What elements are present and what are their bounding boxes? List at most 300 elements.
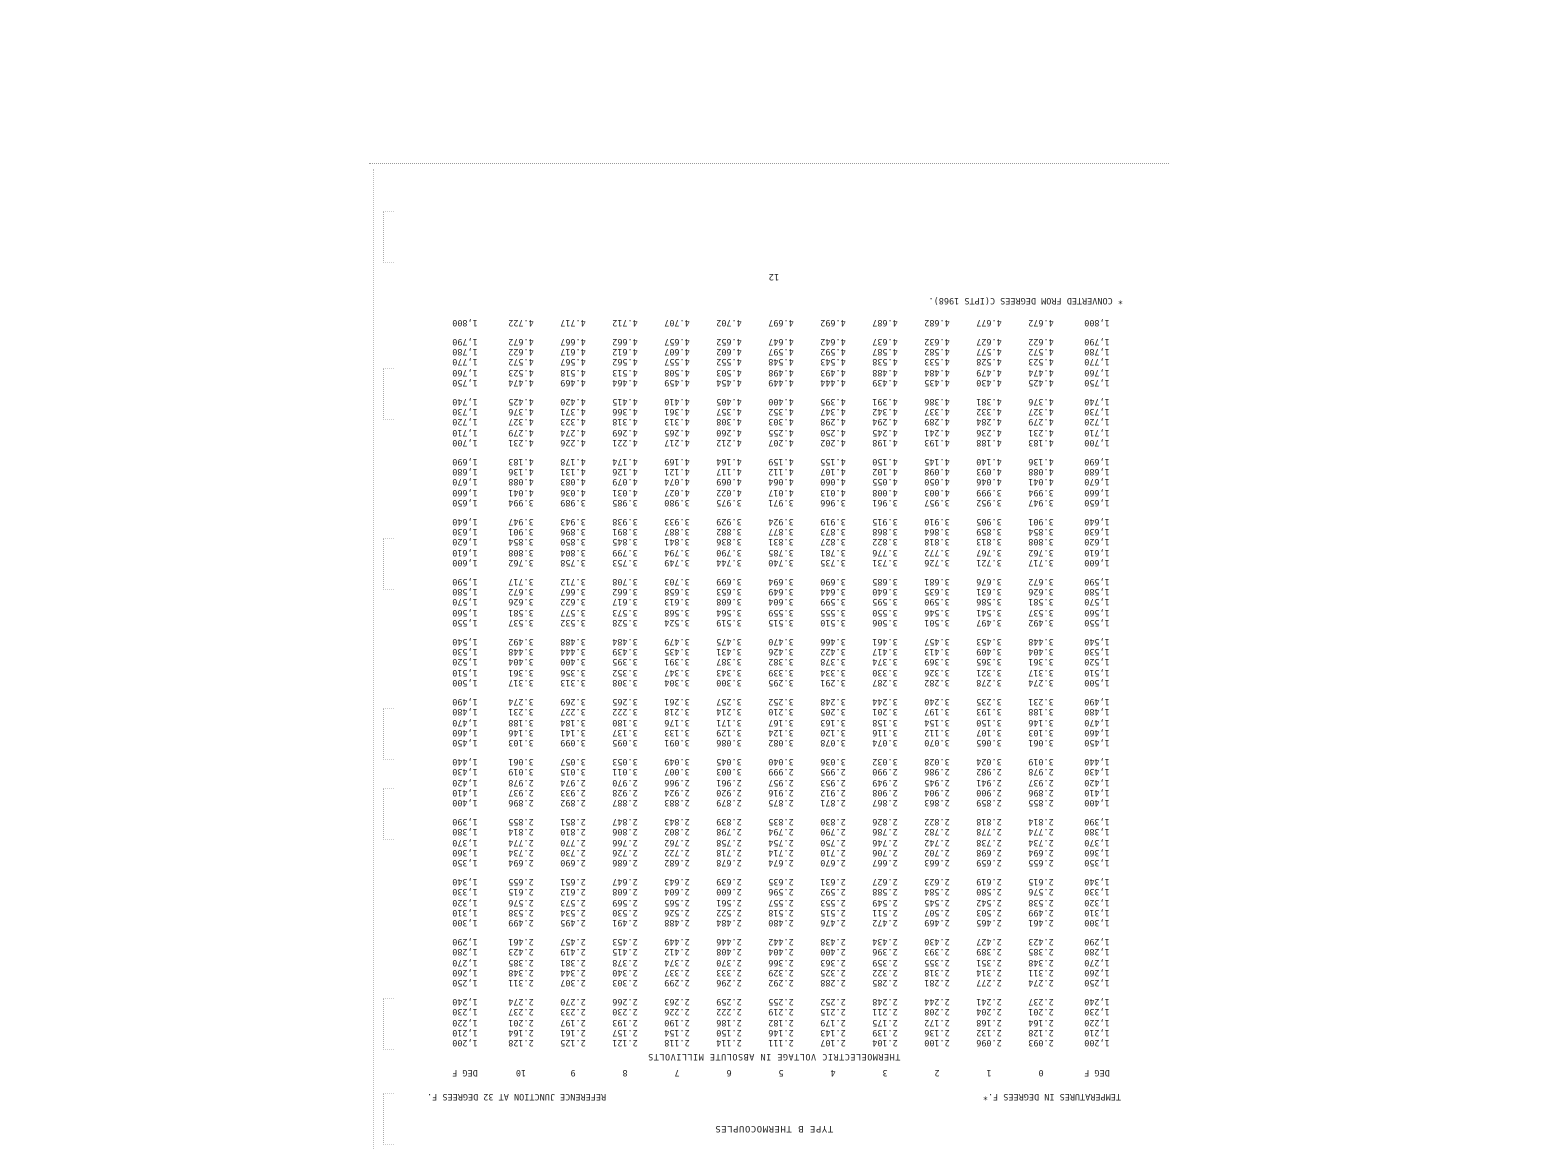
millivolt-cell: 2.904 (924, 786, 950, 797)
millivolt-cell: 3.235 (976, 696, 1002, 707)
millivolt-cell: 3.431 (716, 646, 742, 657)
millivolt-cell: 2.139 (872, 1026, 898, 1037)
temperature-cell: 1,310 (452, 906, 478, 917)
millivolt-cell: 2.201 (1028, 1006, 1054, 1017)
table-row (409, 366, 1127, 376)
millivolt-cell: 3.943 (560, 516, 586, 527)
millivolt-cell: 3.559 (768, 606, 794, 617)
temperature-cell: 1,800 (1084, 316, 1110, 327)
millivolt-cell: 3.564 (716, 606, 742, 617)
millivolt-cell: 2.970 (612, 776, 638, 787)
millivolt-cell: 2.810 (560, 826, 586, 837)
temperature-cell: 1,590 (1084, 576, 1110, 587)
temperature-cell: 1,780 (1084, 346, 1110, 357)
millivolt-cell: 3.361 (1028, 656, 1054, 667)
millivolt-cell: 4.493 (820, 366, 846, 377)
millivolt-cell: 3.244 (872, 696, 898, 707)
millivolt-cell: 4.079 (612, 476, 638, 487)
temperature-cell: 1,710 (452, 426, 478, 437)
temperature-cell: 1,570 (1084, 596, 1110, 607)
millivolt-cell: 2.655 (508, 876, 534, 887)
table-body (409, 317, 1139, 1047)
millivolt-cell: 3.448 (508, 646, 534, 657)
binder-hole (383, 708, 394, 760)
millivolt-cell: 3.053 (612, 756, 638, 767)
millivolt-cell: 4.672 (1028, 316, 1054, 327)
millivolt-cell: 2.545 (924, 896, 950, 907)
millivolt-cell: 2.370 (716, 956, 742, 967)
millivolt-cell: 4.202 (820, 436, 846, 447)
temperature-cell: 1,730 (452, 406, 478, 417)
column-header: 9 (570, 1067, 576, 1077)
table-row (409, 606, 1127, 616)
table-row (409, 346, 1127, 356)
millivolt-cell: 3.813 (976, 536, 1002, 547)
millivolt-cell: 4.667 (560, 336, 586, 347)
table-row (409, 456, 1127, 466)
temperature-cell: 1,490 (452, 696, 478, 707)
millivolt-cell: 2.255 (768, 996, 794, 1007)
temperature-cell: 1,340 (1084, 876, 1110, 887)
table-row (409, 716, 1127, 726)
millivolt-cell: 2.822 (924, 816, 950, 827)
millivolt-cell: 2.937 (508, 786, 534, 797)
temperature-cell: 1,720 (452, 416, 478, 427)
millivolt-cell: 4.013 (820, 486, 846, 497)
millivolt-cell: 2.538 (508, 906, 534, 917)
column-header: DEG F (1084, 1067, 1110, 1077)
millivolt-cell: 2.557 (768, 896, 794, 907)
millivolt-cell: 3.845 (612, 536, 638, 547)
millivolt-cell: 2.530 (612, 906, 638, 917)
millivolt-cell: 3.133 (664, 726, 690, 737)
millivolt-cell: 4.652 (716, 336, 742, 347)
millivolt-cell: 3.205 (820, 706, 846, 717)
column-header: 4 (830, 1067, 836, 1077)
millivolt-cell: 3.382 (768, 656, 794, 667)
table-row (409, 677, 1127, 687)
millivolt-cell: 4.391 (872, 396, 898, 407)
millivolt-cell: 2.839 (716, 816, 742, 827)
millivolt-cell: 4.102 (872, 466, 898, 477)
temperature-cell: 1,470 (452, 716, 478, 727)
table-row (409, 706, 1127, 716)
temperature-cell: 1,510 (1084, 666, 1110, 677)
millivolt-cell: 4.533 (924, 356, 950, 367)
millivolt-cell: 3.644 (820, 586, 846, 597)
millivolt-cell: 2.766 (612, 836, 638, 847)
millivolt-cell: 3.873 (820, 526, 846, 537)
millivolt-cell: 3.721 (976, 556, 1002, 567)
temperature-cell: 1,460 (1084, 726, 1110, 737)
millivolt-cell: 4.155 (820, 456, 846, 467)
millivolt-cell: 4.332 (976, 406, 1002, 417)
millivolt-cell: 3.141 (560, 726, 586, 737)
millivolt-cell: 4.041 (1028, 476, 1054, 487)
millivolt-cell: 4.046 (976, 476, 1002, 487)
temperature-cell: 1,320 (452, 896, 478, 907)
millivolt-cell: 2.612 (560, 886, 586, 897)
millivolt-cell: 4.405 (716, 396, 742, 407)
table-row (409, 466, 1127, 476)
millivolt-cell: 4.435 (924, 376, 950, 387)
millivolt-cell: 4.587 (872, 346, 898, 357)
table-row (409, 886, 1127, 896)
millivolt-cell: 3.989 (560, 496, 586, 507)
millivolt-cell: 2.576 (1028, 886, 1054, 897)
millivolt-cell: 4.577 (976, 346, 1002, 357)
millivolt-cell: 4.572 (508, 356, 534, 367)
millivolt-cell: 4.188 (976, 436, 1002, 447)
millivolt-cell: 2.266 (612, 996, 638, 1007)
millivolt-cell: 2.292 (768, 976, 794, 987)
millivolt-cell: 2.465 (976, 916, 1002, 927)
millivolt-cell: 4.236 (976, 426, 1002, 437)
column-header: 6 (726, 1067, 732, 1077)
row-group-gap (409, 687, 1127, 696)
temperature-cell: 1,350 (1084, 856, 1110, 867)
millivolt-cell: 3.365 (976, 656, 1002, 667)
millivolt-cell: 2.933 (560, 786, 586, 797)
millivolt-cell: 2.453 (612, 936, 638, 947)
millivolt-cell: 3.492 (508, 636, 534, 647)
millivolt-cell: 2.855 (1028, 796, 1054, 807)
row-group-gap (409, 447, 1127, 456)
millivolt-cell: 2.096 (976, 1037, 1002, 1047)
temperature-cell: 1,490 (1084, 696, 1110, 707)
millivolt-cell: 4.627 (976, 336, 1002, 347)
millivolt-cell: 4.642 (820, 336, 846, 347)
millivolt-cell: 3.413 (924, 646, 950, 657)
millivolt-cell: 3.781 (820, 546, 846, 557)
table-row (409, 636, 1127, 646)
temperature-cell: 1,680 (452, 466, 478, 477)
millivolt-cell: 2.128 (1028, 1026, 1054, 1037)
millivolt-cell: 2.363 (820, 956, 846, 967)
millivolt-cell: 2.814 (508, 826, 534, 837)
millivolt-cell: 3.103 (1028, 726, 1054, 737)
millivolt-cell: 2.896 (508, 796, 534, 807)
temperature-cell: 1,230 (452, 1006, 478, 1017)
millivolt-cell: 3.808 (1028, 536, 1054, 547)
millivolt-cell: 4.183 (508, 456, 534, 467)
temperature-cell: 1,360 (1084, 846, 1110, 857)
millivolt-cell: 3.374 (872, 656, 898, 667)
millivolt-cell: 2.311 (508, 976, 534, 987)
temperature-cell: 1,370 (452, 836, 478, 847)
millivolt-cell: 2.631 (820, 876, 846, 887)
millivolt-cell: 2.851 (560, 816, 586, 827)
millivolt-cell: 2.499 (1028, 906, 1054, 917)
millivolt-cell: 3.985 (612, 496, 638, 507)
millivolt-cell: 4.069 (716, 476, 742, 487)
millivolt-cell: 3.248 (820, 696, 846, 707)
millivolt-cell: 2.333 (716, 966, 742, 977)
millivolt-cell: 3.146 (508, 726, 534, 737)
millivolt-cell: 3.231 (1028, 696, 1054, 707)
temperature-cell: 1,680 (1084, 466, 1110, 477)
millivolt-cell: 2.778 (976, 826, 1002, 837)
millivolt-cell: 3.947 (508, 516, 534, 527)
millivolt-cell: 4.289 (924, 416, 950, 427)
millivolt-cell: 2.204 (976, 1006, 1002, 1017)
millivolt-cell: 3.947 (1028, 496, 1054, 507)
millivolt-cell: 2.270 (560, 996, 586, 1007)
millivolt-cell: 2.385 (1028, 946, 1054, 957)
millivolt-cell: 3.581 (1028, 596, 1054, 607)
millivolt-cell: 3.501 (924, 616, 950, 627)
millivolt-cell: 2.111 (768, 1037, 794, 1047)
millivolt-cell: 4.342 (872, 406, 898, 417)
millivolt-cell: 4.376 (1028, 396, 1054, 407)
millivolt-cell: 4.231 (508, 436, 534, 447)
millivolt-cell: 2.281 (924, 976, 950, 987)
millivolt-cell: 4.602 (716, 346, 742, 357)
millivolt-cell: 4.697 (768, 316, 794, 327)
millivolt-cell: 2.222 (716, 1006, 742, 1017)
millivolt-cell: 2.896 (1028, 786, 1054, 797)
millivolt-cell: 4.357 (716, 406, 742, 417)
millivolt-cell: 3.901 (508, 526, 534, 537)
millivolt-cell: 2.344 (560, 966, 586, 977)
millivolt-cell: 2.734 (508, 846, 534, 857)
millivolt-cell: 4.707 (664, 316, 690, 327)
table-row (409, 787, 1127, 797)
millivolt-cell: 2.381 (560, 956, 586, 967)
millivolt-cell: 2.157 (612, 1026, 638, 1037)
millivolt-cell: 4.439 (872, 376, 898, 387)
binder-hole (383, 1093, 394, 1145)
millivolt-cell: 3.841 (664, 536, 690, 547)
temperature-cell: 1,270 (1084, 956, 1110, 967)
temperature-cell: 1,640 (452, 516, 478, 527)
millivolt-cell: 4.572 (1028, 346, 1054, 357)
units-caption: THERMOELECTRIC VOLTAGE IN ABSOLUTE MILLIVOLTS (647, 1051, 901, 1061)
millivolt-cell: 3.658 (664, 586, 690, 597)
column-header: 5 (778, 1067, 784, 1077)
millivolt-cell: 2.150 (716, 1026, 742, 1037)
millivolt-cell: 2.495 (560, 916, 586, 927)
millivolt-cell: 2.355 (924, 956, 950, 967)
millivolt-cell: 3.011 (612, 766, 638, 777)
millivolt-cell: 3.188 (508, 716, 534, 727)
millivolt-cell: 3.343 (716, 666, 742, 677)
temperature-cell: 1,470 (1084, 716, 1110, 727)
millivolt-cell: 3.074 (872, 736, 898, 747)
millivolt-cell: 4.041 (508, 486, 534, 497)
millivolt-cell: 2.104 (872, 1037, 898, 1047)
millivolt-cell: 2.526 (664, 906, 690, 917)
millivolt-cell: 2.974 (560, 776, 586, 787)
millivolt-cell: 2.600 (716, 886, 742, 897)
millivolt-cell: 2.430 (924, 936, 950, 947)
millivolt-cell: 2.734 (1028, 836, 1054, 847)
millivolt-cell: 2.182 (768, 1016, 794, 1027)
temperature-cell: 1,760 (452, 366, 478, 377)
temperature-cell: 1,280 (452, 946, 478, 957)
table-row (409, 406, 1127, 416)
millivolt-cell: 4.607 (664, 346, 690, 357)
millivolt-cell: 3.952 (976, 496, 1002, 507)
millivolt-cell: 3.028 (924, 756, 950, 767)
millivolt-cell: 4.294 (872, 416, 898, 427)
millivolt-cell: 3.330 (872, 666, 898, 677)
millivolt-cell: 2.945 (924, 776, 950, 787)
temperature-cell: 1,310 (1084, 906, 1110, 917)
millivolt-cell: 4.136 (1028, 456, 1054, 467)
millivolt-cell: 4.647 (768, 336, 794, 347)
millivolt-cell: 3.510 (820, 616, 846, 627)
millivolt-cell: 2.434 (872, 936, 898, 947)
table-row (409, 816, 1127, 826)
millivolt-cell: 3.975 (716, 496, 742, 507)
millivolt-cell: 2.694 (508, 856, 534, 867)
millivolt-cell: 3.924 (768, 516, 794, 527)
temperature-cell: 1,300 (452, 916, 478, 927)
millivolt-cell: 4.303 (768, 416, 794, 427)
millivolt-cell: 3.703 (664, 576, 690, 587)
millivolt-cell: 3.378 (820, 656, 846, 667)
millivolt-cell: 2.340 (612, 966, 638, 977)
temperature-cell: 1,790 (452, 336, 478, 347)
millivolt-cell: 2.859 (976, 796, 1002, 807)
document-title: TYPE B THERMOCOUPLES (714, 1123, 834, 1133)
millivolt-cell: 3.776 (872, 546, 898, 557)
column-header: 0 (1038, 1067, 1044, 1077)
table-header (409, 1067, 1139, 1077)
millivolt-cell: 3.227 (560, 706, 586, 717)
millivolt-cell: 2.125 (560, 1037, 586, 1047)
millivolt-cell: 4.592 (820, 346, 846, 357)
table-row (409, 576, 1127, 586)
millivolt-cell: 4.145 (924, 456, 950, 467)
millivolt-cell: 3.061 (508, 756, 534, 767)
millivolt-cell: 2.208 (924, 1006, 950, 1017)
millivolt-cell: 3.653 (716, 586, 742, 597)
millivolt-cell: 3.622 (560, 596, 586, 607)
millivolt-cell: 3.541 (976, 606, 1002, 617)
millivolt-cell: 3.334 (820, 666, 846, 677)
table-row (409, 907, 1127, 917)
millivolt-cell: 4.484 (924, 366, 950, 377)
millivolt-cell: 2.790 (820, 826, 846, 837)
millivolt-cell: 3.257 (716, 696, 742, 707)
millivolt-cell: 3.699 (716, 576, 742, 587)
millivolt-cell: 2.957 (768, 776, 794, 787)
millivolt-cell: 3.103 (508, 736, 534, 747)
millivolt-cell: 2.762 (664, 836, 690, 847)
millivolt-cell: 2.164 (508, 1026, 534, 1037)
millivolt-cell: 3.261 (664, 696, 690, 707)
millivolt-cell: 4.279 (1028, 416, 1054, 427)
millivolt-cell: 3.717 (508, 576, 534, 587)
temperature-cell: 1,210 (452, 1026, 478, 1037)
millivolt-cell: 2.615 (1028, 876, 1054, 887)
millivolt-cell: 4.323 (560, 416, 586, 427)
temperature-cell: 1,390 (452, 816, 478, 827)
millivolt-cell: 3.024 (976, 756, 1002, 767)
millivolt-cell: 2.794 (768, 826, 794, 837)
millivolt-cell: 2.961 (716, 776, 742, 787)
millivolt-cell: 2.663 (924, 856, 950, 867)
millivolt-cell: 3.295 (768, 676, 794, 687)
millivolt-cell: 2.627 (872, 876, 898, 887)
millivolt-cell: 3.291 (820, 676, 846, 687)
millivolt-cell: 2.702 (924, 846, 950, 857)
millivolt-cell: 3.546 (924, 606, 950, 617)
millivolt-cell: 3.577 (560, 606, 586, 617)
temperature-cell: 1,230 (1084, 1006, 1110, 1017)
millivolt-cell: 2.670 (820, 856, 846, 867)
millivolt-cell: 3.753 (612, 556, 638, 567)
temperature-cell: 1,630 (1084, 526, 1110, 537)
millivolt-cell: 2.814 (1028, 816, 1054, 827)
millivolt-cell: 3.032 (872, 756, 898, 767)
millivolt-cell: 4.637 (872, 336, 898, 347)
millivolt-cell: 3.321 (976, 666, 1002, 677)
temperature-cell: 1,730 (1084, 406, 1110, 417)
millivolt-cell: 3.036 (820, 756, 846, 767)
millivolt-cell: 4.672 (508, 336, 534, 347)
millivolt-cell: 3.515 (768, 616, 794, 627)
millivolt-cell: 2.299 (664, 976, 690, 987)
millivolt-cell: 2.916 (768, 786, 794, 797)
table-row (409, 776, 1127, 786)
millivolt-cell: 2.348 (508, 966, 534, 977)
millivolt-cell: 3.326 (924, 666, 950, 677)
millivolt-cell: 3.804 (560, 546, 586, 557)
table-row (409, 967, 1127, 977)
millivolt-cell: 2.754 (768, 836, 794, 847)
column-header: 2 (934, 1067, 940, 1077)
millivolt-cell: 3.488 (560, 636, 586, 647)
millivolt-cell: 4.050 (924, 476, 950, 487)
millivolt-cell: 4.121 (664, 466, 690, 477)
table-row (409, 377, 1127, 387)
millivolt-cell: 3.400 (560, 656, 586, 667)
millivolt-cell: 2.285 (872, 976, 898, 987)
millivolt-cell: 3.905 (976, 516, 1002, 527)
millivolt-cell: 4.376 (508, 406, 534, 417)
millivolt-cell: 2.674 (768, 856, 794, 867)
millivolt-cell: 4.183 (1028, 436, 1054, 447)
millivolt-cell: 3.457 (924, 636, 950, 647)
temperature-cell: 1,630 (452, 526, 478, 537)
millivolt-cell: 4.420 (560, 396, 586, 407)
millivolt-cell: 3.287 (872, 676, 898, 687)
millivolt-cell: 2.553 (820, 896, 846, 907)
millivolt-cell: 3.537 (1028, 606, 1054, 617)
table-row (409, 996, 1127, 1006)
millivolt-cell: 2.366 (768, 956, 794, 967)
millivolt-cell: 2.561 (716, 896, 742, 907)
temperature-cell: 1,530 (452, 646, 478, 657)
millivolt-cell: 3.352 (612, 666, 638, 677)
millivolt-cell: 2.427 (976, 936, 1002, 947)
millivolt-cell: 3.210 (768, 706, 794, 717)
millivolt-cell: 3.197 (924, 706, 950, 717)
millivolt-cell: 4.347 (820, 406, 846, 417)
temperature-cell: 1,720 (1084, 416, 1110, 427)
millivolt-cell: 3.304 (664, 676, 690, 687)
table-row (409, 536, 1127, 546)
millivolt-cell: 4.425 (508, 396, 534, 407)
millivolt-cell: 2.580 (976, 886, 1002, 897)
rotated-table-content (409, 223, 1139, 1133)
millivolt-cell: 2.296 (716, 976, 742, 987)
millivolt-cell: 3.999 (976, 486, 1002, 497)
millivolt-cell: 4.717 (560, 316, 586, 327)
